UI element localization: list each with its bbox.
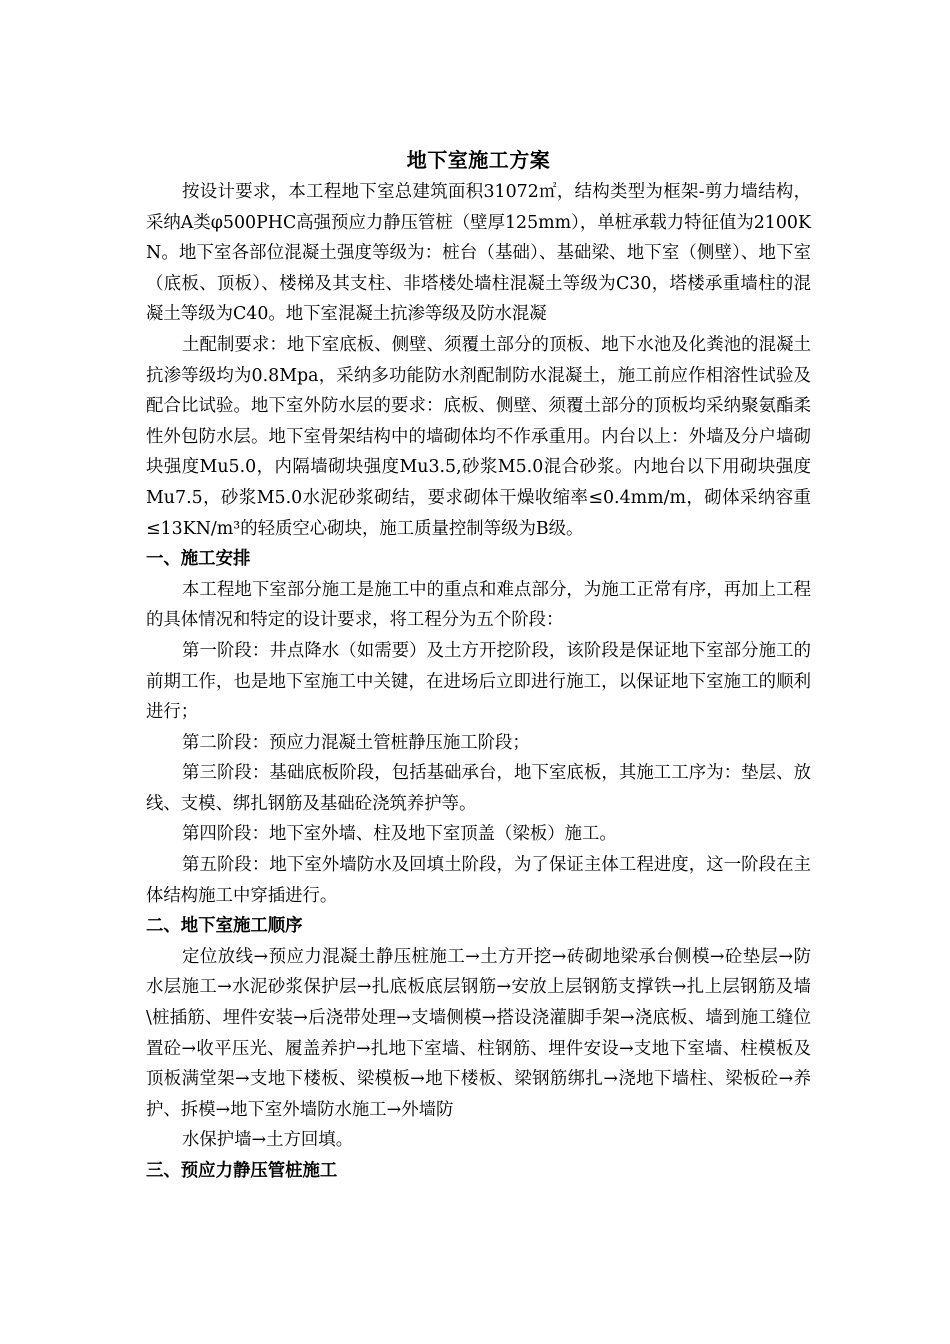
section-1-heading: 一、施工安排 — [146, 549, 251, 570]
stage-2-paragraph: 第二阶段：预应力混凝土管桩静压施工阶段； — [182, 732, 530, 753]
stage-3-paragraph: 第三阶段：基础底板阶段，包括基础承台，地下室底板，其施工工序为：垫层、放线、支模、绑扎钢筋及基础砼浇筑养护等。 — [146, 763, 811, 814]
sequence-paragraph-1: 定位放线→预应力混凝土静压桩施工→土方开挖→砖砌地梁承台侧模→砼垫层→防水层施工→水泥砂浆保护层→扎底板底层钢筋→安放上层钢筋支撑铁→扎上层钢筋及墙\桩插筋、埋件安装→后浇带处理→支墙侧模→搭设浇灌脚手架→浇底板、墙到施工缝位置砼→收平压光、履盖养护→扎地下室墙、柱钢筋、埋件安设→支地下室墙、柱模板及顶板满堂架→支地下楼板、梁模板→地下楼板、梁钢筋绑扎→浇地下墙柱、梁板砼→养护、拆模→地下室外墙防水施工→外墙防 — [146, 946, 811, 1120]
stage-4-paragraph: 第四阶段：地下室外墙、柱及地下室顶盖（梁板）施工。 — [182, 824, 617, 845]
document-title: 地下室施工方案 — [406, 148, 551, 172]
section-2-heading: 二、地下室施工顺序 — [146, 916, 303, 937]
section-3-heading: 三、预应力静压管桩施工 — [146, 1161, 338, 1181]
stage-5-paragraph: 第五阶段：地下室外墙防水及回填土阶段，为了保证主体工程进度，这一阶段在主体结构施工中穿插进行。 — [146, 855, 811, 906]
intro-paragraph-2: 土配制要求：地下室底板、侧壁、须覆土部分的顶板、地下水池及化粪池的混凝土抗渗等级均为0.8Mpa，采纳多功能防水剂配制防水混凝土，施工前应作相溶性试验及配合比试验。地下室外防水层的要求：底板、侧壁、须覆土部分的顶板均采纳聚氨酯柔性外包防水层。地下室骨架结构中的墙砌体均不作承重用。内台以上：外墙及分户墙砌块强度Mu5.0，内隔墙砌块强度Mu3.5,砂浆M5.0混合砂浆。内地台以下用砌块强度Mu7.5，砂浆M5.0水泥砂浆砌结，要求砌体干燥收缩率≤0.4mm/m，砌体采纳容重≤13KN/m³的轻质空心砌块，施工质量控制等级为B级。 — [146, 334, 811, 539]
section-1-paragraph: 本工程地下室部分施工是施工中的重点和难点部分，为施工正常有序，再加上工程的具体情况和特定的设计要求，将工程分为五个阶段： — [146, 579, 811, 631]
stage-1-paragraph: 第一阶段：井点降水（如需要）及土方开挖阶段，该阶段是保证地下室部分施工的前期工作，也是地下室施工中关键，在进场后立即进行施工，以保证地下室施工的顺利进行； — [146, 640, 811, 723]
sequence-paragraph-2: 水保护墙→土方回填。 — [182, 1130, 354, 1151]
document-page — [146, 145, 811, 1187]
intro-paragraph-1: 按设计要求，本工程地下室总建筑面积31072㎡，结构类型为框架-剪力墙结构，采纳A类φ500PHC高强预应力静压管桩（壁厚125mm），单桩承载力特征值为2100KN。地下室各部位混凝土强度等级为：桩台（基础）、基础梁、地下室（侧壁）、地下室（底板、顶板）、楼梯及其支柱、非塔楼处墙柱混凝土等级为C30，塔楼承重墙柱的混凝土等级为C40。地下室混凝土抗渗等级及防水混凝 — [146, 182, 811, 325]
